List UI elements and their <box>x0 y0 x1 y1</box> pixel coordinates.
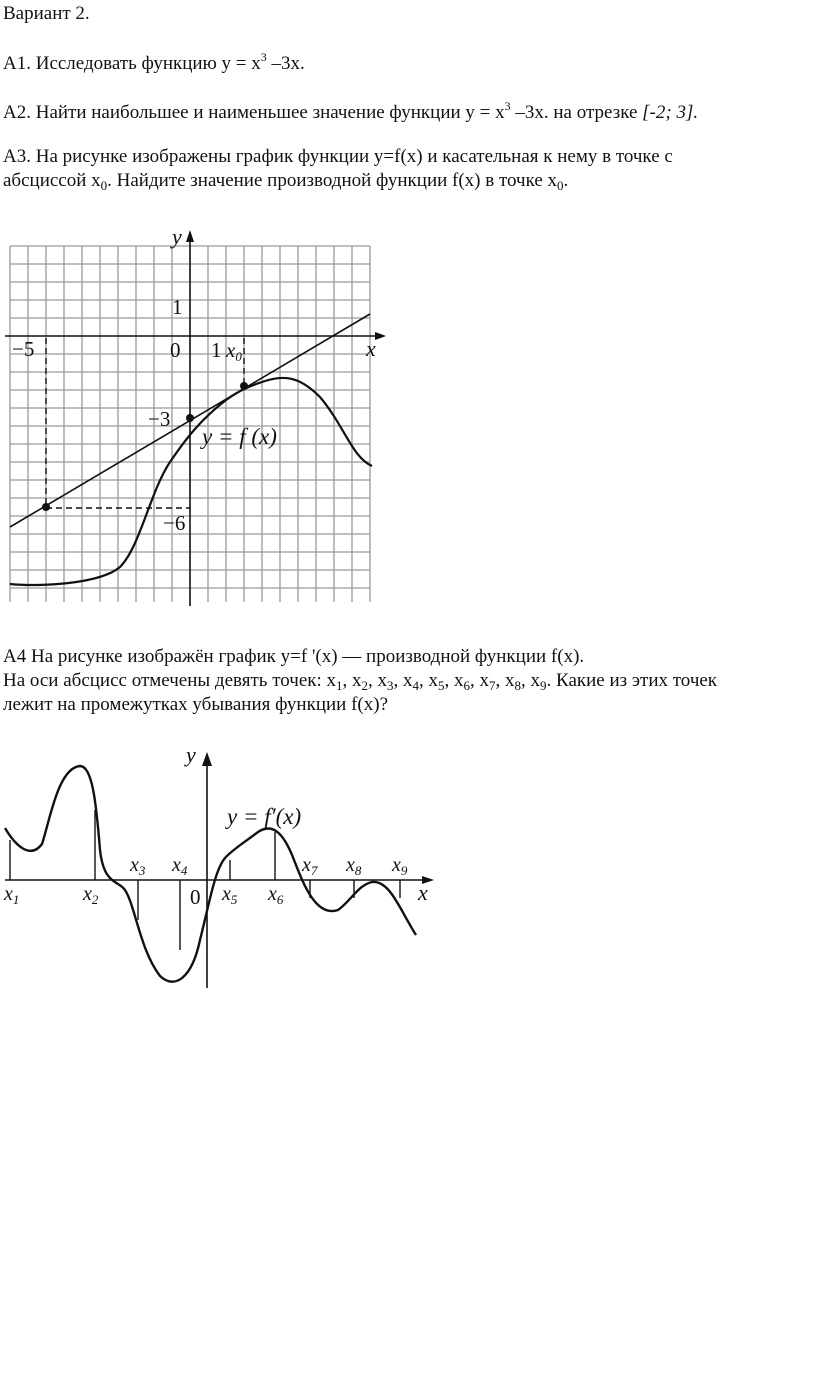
x3-letter: x <box>130 854 139 876</box>
x2-letter: x <box>83 883 92 905</box>
task-a2-exp: 3 <box>504 99 511 113</box>
task-a2-middle: –3x. на отрезке <box>510 102 643 123</box>
task-a2-interval: [-2; 3]. <box>642 102 699 123</box>
task-a4-sub-6: 6 <box>463 678 471 693</box>
x7-sub: 7 <box>310 863 318 878</box>
x5-letter: x <box>222 883 231 905</box>
x4-sub: 4 <box>180 863 188 878</box>
y-axis-label: y <box>172 224 182 249</box>
task-a1-text: А1. Исследовать функцию y = x <box>3 53 261 74</box>
x9-label <box>391 854 408 878</box>
x6-letter: x <box>268 883 277 905</box>
point-x0 <box>240 382 248 390</box>
task-a4-line2: На оси абсцисс отмечены девять точек: $x_1$, $x_2$, $x_3$, $x_4$, $x_5$, $x_6$, $x_7$, $x_8$, $x_9$. Какие из этих точек <box>3 670 718 693</box>
x-axis-label: x <box>366 336 376 361</box>
one-x-label: 1 <box>211 338 222 362</box>
function-label: y = f (x) <box>202 424 277 449</box>
x9-letter: x <box>392 854 401 876</box>
x0-label-x: x <box>226 338 236 362</box>
x5-sub: 5 <box>230 892 238 907</box>
x0-label <box>225 338 242 364</box>
x3-label <box>129 854 146 878</box>
task-a3-line1: А3. На рисунке изображены график функции y=f(x) и касательная к нему в точке с <box>3 146 673 167</box>
x6-sub: 6 <box>276 892 284 907</box>
x7-label <box>301 854 318 878</box>
task-a1-exp: 3 <box>260 50 267 64</box>
figure-function-tangent <box>0 222 400 614</box>
one-y-label: 1 <box>172 295 183 319</box>
x-axis-label: x <box>418 880 428 905</box>
x7-letter: x <box>302 854 311 876</box>
task-a1 <box>3 52 305 77</box>
task-a3-sub-b: 0 <box>557 178 564 193</box>
dashed-guides <box>46 338 244 508</box>
point-minus3 <box>186 414 194 422</box>
function-label: y = f′(x) <box>227 804 302 829</box>
task-a3-sub-a: 0 <box>100 178 108 193</box>
x8-letter: x <box>346 854 355 876</box>
origin-label: 0 <box>190 885 201 909</box>
x6-label <box>267 883 284 907</box>
task-a3-line2-b: . Найдите значение производной функции f(x) в точке x <box>107 170 558 191</box>
y-axis-label: y <box>186 742 196 767</box>
y-axis-arrow <box>186 230 194 242</box>
x1-sub: 1 <box>12 892 20 907</box>
task-a4-sub-4: 4 <box>412 678 420 693</box>
point-minus5 <box>42 503 50 511</box>
x5-label <box>221 883 238 907</box>
x1-letter: x <box>4 883 13 905</box>
task-a4-line3: лежит на промежутках убывания функции f(x)? <box>3 694 389 715</box>
task-a3-line2-c: . <box>563 170 569 191</box>
origin-label: 0 <box>170 338 181 362</box>
x0-label-sub: 0 <box>235 349 242 364</box>
task-a2 <box>3 101 698 126</box>
x8-sub: 8 <box>354 863 362 878</box>
task-a4-sub-2: 2 <box>361 678 369 693</box>
x4-letter: x <box>172 854 181 876</box>
task-a2-text: А2. Найти наибольшее и наименьшее значение функции y = x <box>3 102 505 123</box>
task-a4-sub-8: 8 <box>514 678 522 693</box>
task-a4-line2-b: . Какие из этих точек <box>546 670 718 691</box>
task-a4-sub-7: 7 <box>489 678 496 693</box>
minus3-label: −3 <box>148 407 171 431</box>
x9-sub: 9 <box>400 863 408 878</box>
task-a4-line2-a: На оси абсцисс отмечены девять точек: x <box>3 670 337 691</box>
task-a4-sub-5: 5 <box>438 678 445 693</box>
x1-label <box>3 883 19 907</box>
task-a3-line2-a: абсциссой x <box>3 170 101 191</box>
x2-sub: 2 <box>91 892 99 907</box>
x4-label <box>171 854 188 878</box>
x3-sub: 3 <box>138 863 146 878</box>
task-a4-sub-9: 9 <box>540 678 547 693</box>
y-axis-arrow <box>202 752 212 766</box>
figure-derivative-graph <box>0 740 450 1000</box>
x2-label <box>82 883 99 907</box>
minus6-label: −6 <box>163 511 186 535</box>
x8-label <box>345 854 362 878</box>
task-a4-sub-3: 3 <box>387 678 394 693</box>
minus5-label: −5 <box>12 337 35 361</box>
task-a4-sub-1: 1 <box>336 678 343 693</box>
task-a1-suffix: –3x. <box>266 53 305 74</box>
x-axis-arrow <box>375 332 386 340</box>
variant-title: Вариант 2. <box>3 3 90 24</box>
task-a3-line2 <box>3 169 568 194</box>
task-a4-line1: А4 На рисунке изображён график y=f '(x) — производной функции f(x). <box>3 646 585 667</box>
